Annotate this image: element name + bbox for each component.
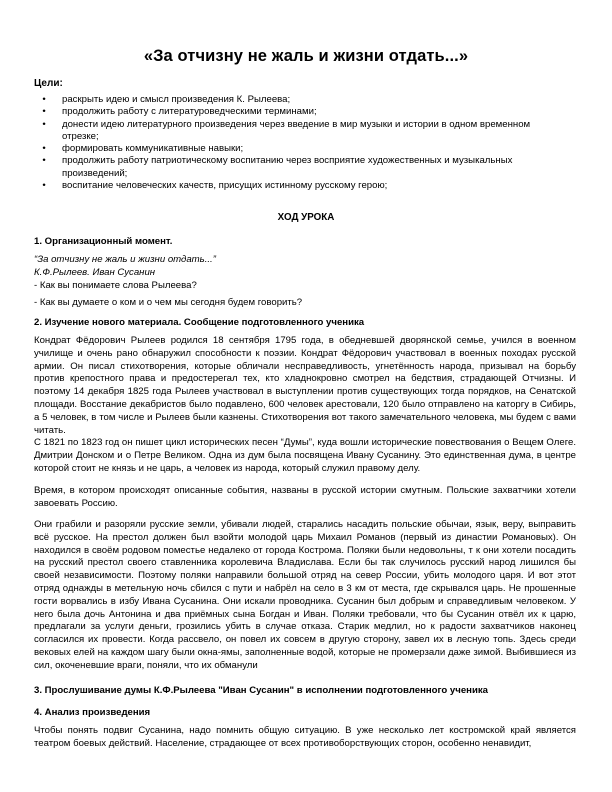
bullet-icon: • <box>42 118 46 130</box>
goal-item <box>34 106 569 118</box>
bullet-icon: • <box>42 94 46 105</box>
section-1-heading: 1. Организационный момент. <box>34 236 173 247</box>
bullet-icon: • <box>42 155 46 167</box>
epigraph-quote: “За отчизну не жаль и жизни отдать...” <box>34 254 216 265</box>
goal-item <box>34 119 569 144</box>
goal-text: продолжить работу патриотическому воспитанию через восприятие художественных и музыкальных произведений; <box>62 155 513 179</box>
lesson-heading: ХОД УРОКА <box>277 212 335 223</box>
goal-text: раскрыть идею и смысл произведения К. Рылеева; <box>62 94 291 105</box>
bullet-icon: • <box>42 180 46 192</box>
paragraph-analysis: Чтобы понять подвиг Сусанина, надо помнить общую ситуацию. В уже несколько лет костромской край является театром боевых действий. Население, страдающее от всех противоборствующих сторон, особенно ненавидит, <box>34 725 576 749</box>
goal-item <box>34 143 569 155</box>
question-2: - Как вы думаете о ком и о чем мы сегодня будем говорить? <box>34 297 303 308</box>
section-4-heading: 4. Анализ произведения <box>34 707 151 718</box>
goals-list <box>34 94 569 192</box>
goal-text: продолжить работу с литературоведческими терминами; <box>62 106 317 118</box>
epigraph-source: К.Ф.Рылеев. Иван Сусанин <box>34 267 156 278</box>
goal-text: формировать коммуникативные навыки; <box>62 143 244 155</box>
goals-heading: Цели: <box>34 78 63 89</box>
goal-item <box>34 180 569 192</box>
paragraph-smuta: Время, в котором происходят описанные события, названы в русской истории смутным. Польские захватчики хотели завоевать Россию. <box>34 485 576 509</box>
goal-item <box>34 94 569 106</box>
goal-text: донести идею литературного произведения через введение в мир музыки и истории в одном временном отрезке; <box>62 118 531 142</box>
section-3-heading: 3. Прослушивание думы К.Ф.Рылеева "Иван Сусанин" в исполнении подготовленного ученика <box>34 685 488 696</box>
bullet-icon: • <box>42 106 46 118</box>
paragraph-biography: Кондрат Фёдорович Рылеев родился 18 сентября 1795 года, в обедневшей дворянской семье, учился в военном училище и очень рано обнаружил способности к поэзии. Кондрат Фёдорович участвовал в военных походах русской армии. Он писал стихотворения, которые обличали несправедливость, угнетённость народа, призывал на борьбу против крепостного права и предостерегал тех, кто хладнокровно смотрел на бедствия, страдающей Отчизны. И поэтому 14 декабря 1825 года Рылеев участвовал в выступлении против существующих тогда порядков, на Сенатской площади. Восстание декабристов было подавлено, 600 человек арестовали, 120 было отправлено на каторгу в Сибирь, а 5 человек, в том числе и Рылеев были казнены. Стихотворения вот такого замечательного человека, мы будем с вами читать. <box>34 335 576 436</box>
paragraph-dumy: С 1821 по 1823 год он пишет цикл исторических песен “Думы”, куда вошли исторические повествования о Вещем Олеге. Дмитрии Донском и о Петре Великом. Одна из дум была посвящена Ивану Сусанину. Это единственная дума, в центре которой стоит не князь и не царь, а человек из народа, который служил правому делу. <box>34 437 576 474</box>
bullet-icon: • <box>42 143 46 155</box>
section-2-heading: 2. Изучение нового материала. Сообщение подготовленного ученика <box>34 317 365 328</box>
page-title: «За отчизну не жаль и жизни отдать...» <box>143 47 469 65</box>
goal-text: воспитание человеческих качеств, присущих истинному русскому герою; <box>62 180 388 192</box>
question-1: - Как вы понимаете слова Рылеева? <box>34 280 197 291</box>
paragraph-susanin-story: Они грабили и разоряли русские земли, убивали людей, старались насадить польские обычаи, язык, веру, выправить всё русское. На престол должен был взойти молодой царь Михаил Романов (первый из династии Романовых). Он находился в своём родовом поместье недалеко от города Кострома. Поляки были недовольны, т к они хотели посадить на русский престол своего ставленника королевича Владислава. Если бы так случилось русский народ лишился бы своей независимости. Поэтому поляки направили большой отряд на север России, убить молодого царя. И вот этот отряд однажды в метельную ночь сбился с пути и набрёл на село в 3 км от места, где скрывался царь. Не прошенные гости ворвались в избу Ивана Сусанина. Они искали проводника. Сусанин был добрым и справедливым человеком. У него была дочь Антонина и два приёмных сына Богдан и Иван. Поляки требовали, что бы Сусанин отвёл их к царю, предлагали за услуги деньги, грозились убить в случае отказа. Старик медлил, но к радости захватчиков наконец согласился их провести. Когда рассвело, он повел их совсем в другую сторону, завел их в лесную топь. Здесь среди вековых елей на каждом шагу были окна-ямы, заполненные водой, которые не промерзали даже зимой. Выбившиеся из сил, окоченевшие враги, поняли, что их обманули <box>34 519 576 671</box>
goal-item <box>34 155 569 180</box>
